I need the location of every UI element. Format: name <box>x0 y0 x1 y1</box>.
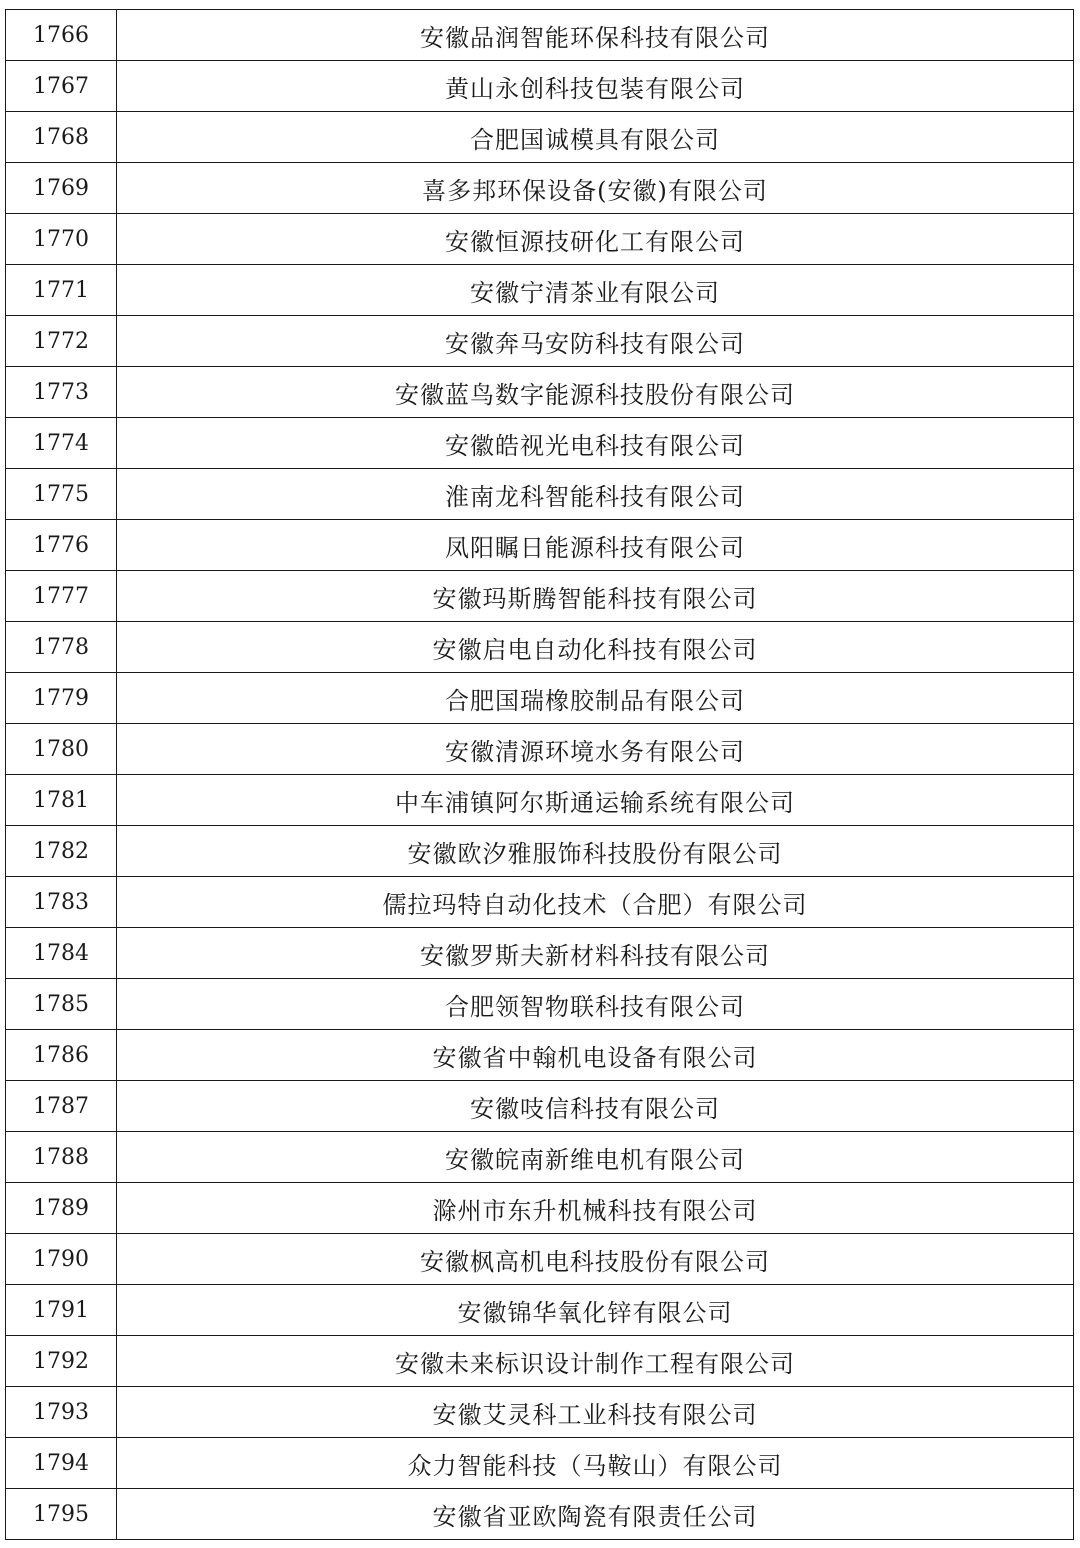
company-name: 众力智能科技（马鞍山）有限公司 <box>117 1438 1074 1489</box>
row-number: 1781 <box>6 775 117 826</box>
company-name: 安徽罗斯夫新材料科技有限公司 <box>117 928 1074 979</box>
company-name: 安徽清源环境水务有限公司 <box>117 724 1074 775</box>
row-number: 1775 <box>6 469 117 520</box>
company-name: 安徽皓视光电科技有限公司 <box>117 418 1074 469</box>
row-number: 1791 <box>6 1285 117 1336</box>
row-number: 1790 <box>6 1234 117 1285</box>
company-name: 安徽锦华氧化锌有限公司 <box>117 1285 1074 1336</box>
company-name: 安徽恒源技研化工有限公司 <box>117 214 1074 265</box>
table-row <box>6 571 1074 622</box>
table-row <box>6 367 1074 418</box>
table-row <box>6 1285 1074 1336</box>
table-row <box>6 520 1074 571</box>
company-name: 凤阳瞩日能源科技有限公司 <box>117 520 1074 571</box>
table-row <box>6 112 1074 163</box>
table-row <box>6 163 1074 214</box>
table-row <box>6 418 1074 469</box>
table-row <box>6 316 1074 367</box>
table-row <box>6 877 1074 928</box>
table-row <box>6 1489 1074 1540</box>
table-row <box>6 214 1074 265</box>
row-number: 1786 <box>6 1030 117 1081</box>
table-row <box>6 469 1074 520</box>
company-name: 安徽玛斯腾智能科技有限公司 <box>117 571 1074 622</box>
table-row <box>6 724 1074 775</box>
row-number: 1768 <box>6 112 117 163</box>
table-body <box>6 10 1074 1540</box>
table-row <box>6 1132 1074 1183</box>
row-number: 1785 <box>6 979 117 1030</box>
company-name: 安徽吱信科技有限公司 <box>117 1081 1074 1132</box>
company-name: 合肥国诚模具有限公司 <box>117 112 1074 163</box>
company-name: 安徽艾灵科工业科技有限公司 <box>117 1387 1074 1438</box>
table-row <box>6 1336 1074 1387</box>
company-table <box>5 9 1074 1540</box>
row-number: 1780 <box>6 724 117 775</box>
row-number: 1766 <box>6 10 117 61</box>
table-row <box>6 1081 1074 1132</box>
company-name: 安徽皖南新维电机有限公司 <box>117 1132 1074 1183</box>
row-number: 1767 <box>6 61 117 112</box>
row-number: 1778 <box>6 622 117 673</box>
company-name: 喜多邦环保设备(安徽)有限公司 <box>117 163 1074 214</box>
table-row <box>6 826 1074 877</box>
table-row <box>6 1234 1074 1285</box>
company-name: 淮南龙科智能科技有限公司 <box>117 469 1074 520</box>
company-name: 安徽枫高机电科技股份有限公司 <box>117 1234 1074 1285</box>
row-number: 1787 <box>6 1081 117 1132</box>
company-name: 合肥领智物联科技有限公司 <box>117 979 1074 1030</box>
company-name: 儒拉玛特自动化技术（合肥）有限公司 <box>117 877 1074 928</box>
company-name: 安徽奔马安防科技有限公司 <box>117 316 1074 367</box>
company-name: 安徽欧汐雅服饰科技股份有限公司 <box>117 826 1074 877</box>
company-name: 安徽省中翰机电设备有限公司 <box>117 1030 1074 1081</box>
row-number: 1793 <box>6 1387 117 1438</box>
table-row <box>6 1387 1074 1438</box>
row-number: 1783 <box>6 877 117 928</box>
row-number: 1771 <box>6 265 117 316</box>
row-number: 1794 <box>6 1438 117 1489</box>
table-row <box>6 1030 1074 1081</box>
company-name: 安徽省亚欧陶瓷有限责任公司 <box>117 1489 1074 1540</box>
table-row <box>6 622 1074 673</box>
company-name: 安徽蓝鸟数字能源科技股份有限公司 <box>117 367 1074 418</box>
company-name: 黄山永创科技包装有限公司 <box>117 61 1074 112</box>
company-name: 安徽启电自动化科技有限公司 <box>117 622 1074 673</box>
table-row <box>6 775 1074 826</box>
row-number: 1776 <box>6 520 117 571</box>
row-number: 1769 <box>6 163 117 214</box>
row-number: 1784 <box>6 928 117 979</box>
row-number: 1773 <box>6 367 117 418</box>
table-row <box>6 1438 1074 1489</box>
row-number: 1777 <box>6 571 117 622</box>
company-name: 滁州市东升机械科技有限公司 <box>117 1183 1074 1234</box>
company-name: 安徽宁清茶业有限公司 <box>117 265 1074 316</box>
row-number: 1779 <box>6 673 117 724</box>
row-number: 1792 <box>6 1336 117 1387</box>
company-name: 安徽未来标识设计制作工程有限公司 <box>117 1336 1074 1387</box>
table-row <box>6 1183 1074 1234</box>
table-row <box>6 10 1074 61</box>
table-row <box>6 979 1074 1030</box>
company-name: 中车浦镇阿尔斯通运输系统有限公司 <box>117 775 1074 826</box>
row-number: 1772 <box>6 316 117 367</box>
row-number: 1770 <box>6 214 117 265</box>
row-number: 1788 <box>6 1132 117 1183</box>
table-row <box>6 265 1074 316</box>
row-number: 1789 <box>6 1183 117 1234</box>
row-number: 1782 <box>6 826 117 877</box>
company-name: 合肥国瑞橡胶制品有限公司 <box>117 673 1074 724</box>
table-row <box>6 673 1074 724</box>
company-name: 安徽品润智能环保科技有限公司 <box>117 10 1074 61</box>
table-row <box>6 928 1074 979</box>
row-number: 1795 <box>6 1489 117 1540</box>
row-number: 1774 <box>6 418 117 469</box>
table-row <box>6 61 1074 112</box>
company-list-sheet <box>5 9 1074 1540</box>
